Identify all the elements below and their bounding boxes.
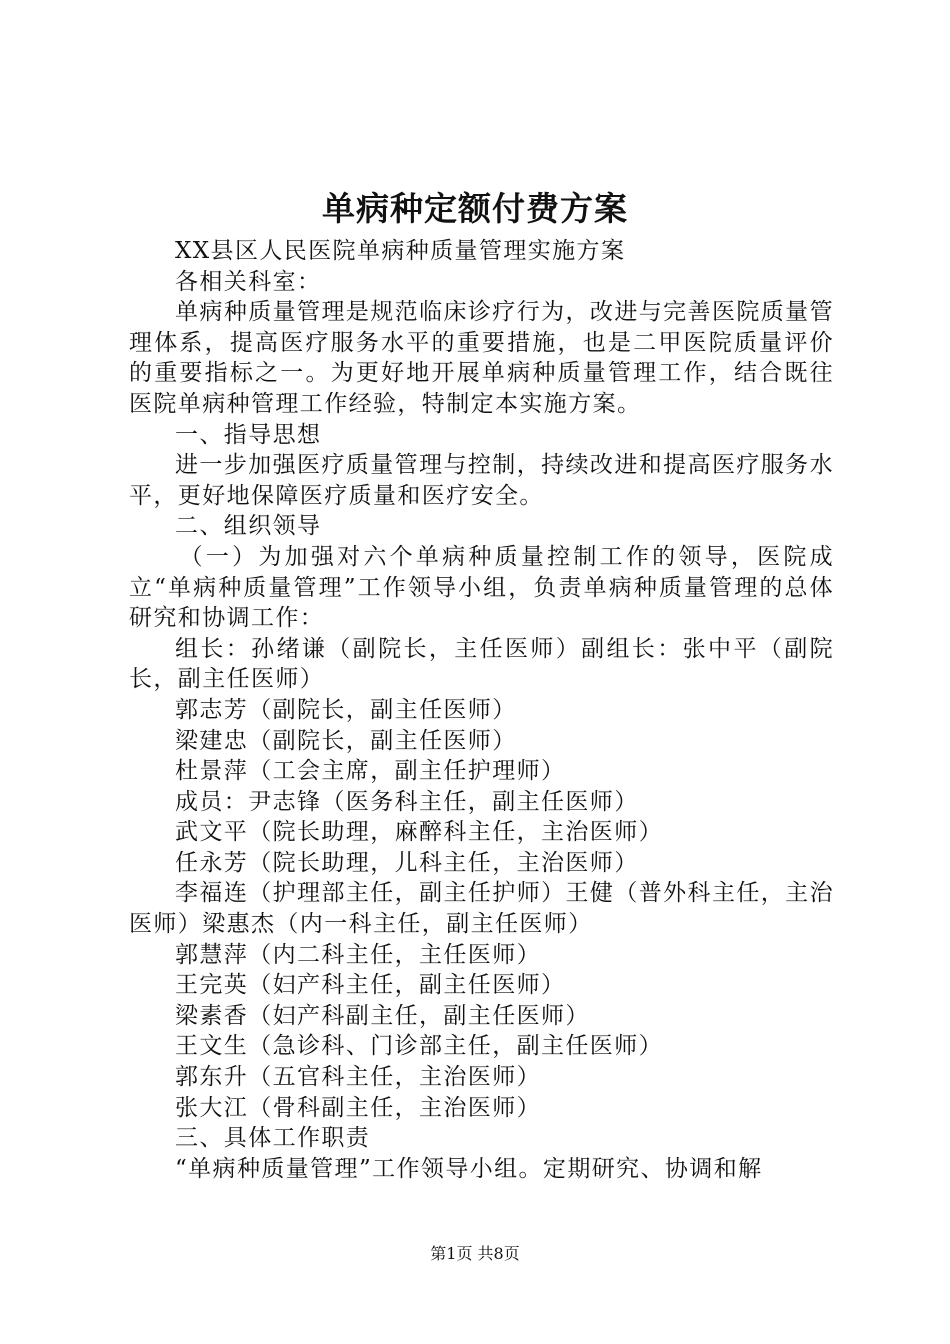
paragraph-17: 王完英（妇产科主任，副主任医师） xyxy=(175,972,566,999)
paragraph-19: 王文生（急诊科、门诊部主任，副主任医师） xyxy=(175,1033,663,1060)
paragraph-11: 杜景萍（工会主席，副主任护理师） xyxy=(175,758,566,785)
paragraph-22: 三、具体工作职责 xyxy=(175,1125,371,1152)
paragraph-5: 进一步加强医疗质量管理与控制，持续改进和提高医疗服务水平，更好地保障医疗质量和医疗安全。 xyxy=(129,452,834,509)
paragraph-14: 任永芳（院长助理，儿科主任，主治医师） xyxy=(175,849,639,876)
paragraph-3: 单病种质量管理是规范临床诊疗行为，改进与完善医院质量管理体系，提高医疗服务水平的重要措施，也是二甲医院质量评价的重要指标之一。为更好地开展单病种质量管理工作，结合既往医院单病种管理工作经验，特制定本实施方案。 xyxy=(129,299,834,417)
paragraph-12: 成员：尹志锋（医务科主任，副主任医师） xyxy=(175,788,639,815)
paragraph-2: 各相关科室： xyxy=(175,268,322,295)
paragraph-21: 张大江（骨科副主任，主治医师） xyxy=(175,1094,541,1121)
paragraph-20: 郭东升（五官科主任，主治医师） xyxy=(175,1064,541,1091)
document-title: 单病种定额付费方案 xyxy=(322,189,628,228)
paragraph-23: “单病种质量管理”工作领导小组。定期研究、协调和解 xyxy=(175,1155,763,1182)
paragraph-18: 梁素香（妇产科副主任，副主任医师） xyxy=(175,1002,590,1029)
paragraph-7: （一）为加强对六个单病种质量控制工作的领导，医院成立“单病种质量管理”工作领导小组，负责单病种质量管理的总体研究和协调工作： xyxy=(129,543,834,632)
paragraph-9: 郭志芳（副院长，副主任医师） xyxy=(175,696,517,723)
document-body xyxy=(129,236,834,1184)
paragraph-10: 梁建忠（副院长，副主任医师） xyxy=(175,727,517,754)
paragraph-15: 李福连（护理部主任，副主任护师）王健（普外科主任，主治医师）梁惠杰（内一科主任，副主任医师） xyxy=(129,880,834,938)
paragraph-4: 一、指导思想 xyxy=(175,421,322,448)
paragraph-1: XX县区人民医院单病种质量管理实施方案 xyxy=(175,238,626,264)
paragraph-8: 组长：孙绪谦（副院长，主任医师）副组长：张中平（副院长，副主任医师） xyxy=(129,635,834,693)
paragraph-13: 武文平（院长助理，麻醉科主任，主治医师） xyxy=(175,819,663,846)
paragraph-16: 郭慧萍（内二科主任，主任医师） xyxy=(175,941,541,968)
paragraph-6: 二、组织领导 xyxy=(175,513,322,540)
page-number-footer: 第1页 共8页 xyxy=(430,1244,520,1263)
